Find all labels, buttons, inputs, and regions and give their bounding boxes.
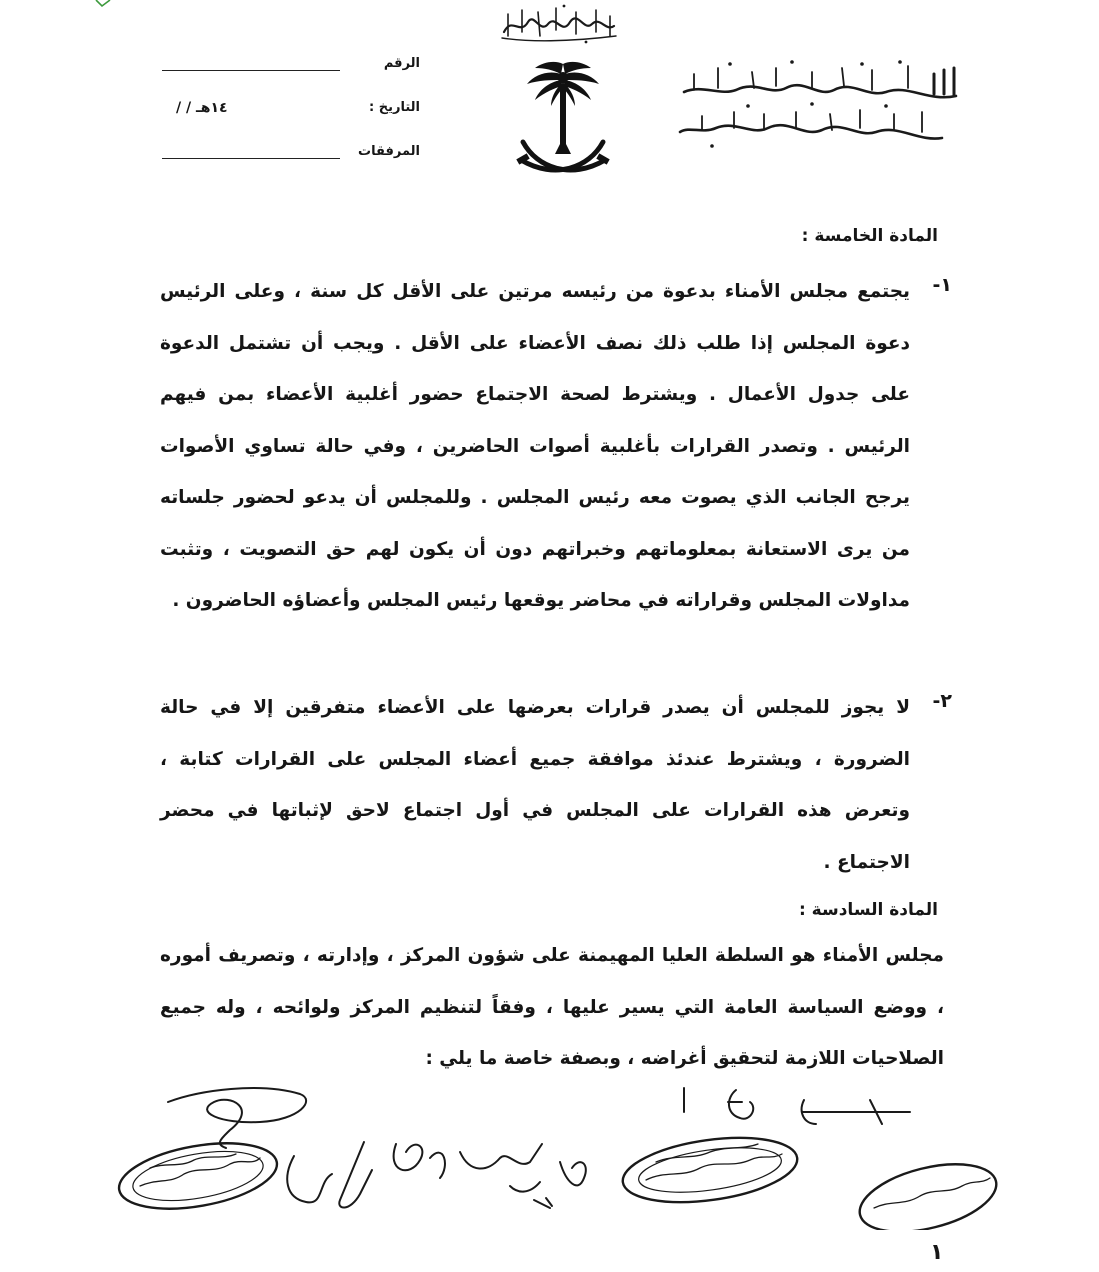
item-2-number: ٢- [932, 690, 952, 712]
signature-8 [802, 1100, 910, 1124]
ref-field [150, 56, 420, 86]
ref-label: الرقم [383, 56, 420, 71]
date-value: / / ١٤هـ [176, 100, 228, 116]
date-field [150, 100, 420, 130]
letter-fields [150, 56, 420, 166]
signature-2 [287, 1156, 332, 1202]
seal-right [853, 1152, 1000, 1230]
signature-6 [534, 1162, 586, 1208]
item-1-number: ١- [932, 274, 952, 296]
signature-1 [168, 1088, 306, 1148]
corner-mark [94, 0, 114, 12]
article-5-title: المادة الخامسة : [801, 226, 938, 246]
attachments-label: المرفقات [358, 144, 420, 159]
article-6-title: المادة السادسة : [798, 900, 938, 920]
signature-5 [460, 1144, 542, 1192]
signature-4 [394, 1144, 445, 1178]
article-5-item-2: لا يجوز للمجلس أن يصدر قرارات بعرضها على الأعضاء متفرقين إلا في حالة الضرورة ، ويشترط عندئذ موافقة جميع أعضاء المجلس على القرارات كتابة ، وتعرض هذه القرارات على المجلس في أول اجتماع لاحق لإثباتها في محضر الاجتماع . [160, 697, 910, 873]
page-number: ١ [930, 1240, 944, 1265]
signatures-and-seals [110, 1082, 1000, 1230]
article-6-text: مجلس الأمناء هو السلطة العليا المهيمنة على شؤون المركز ، وإدارته ، وتصريف أموره ، ووضع السياسة العامة التي يسير عليها ، وفقاً لتنظيم المركز ولوائحه ، وله جميع الصلاحيات اللازمة لتحقيق أغراضه ، وبصفة خاصة ما يلي : [160, 945, 944, 1069]
basmala [498, 2, 620, 44]
letterhead-calligraphy [672, 56, 960, 152]
date-label: التاريخ : [369, 100, 420, 115]
seal-center [619, 1128, 802, 1212]
signature-7 [684, 1088, 753, 1119]
attachments-field [150, 144, 420, 174]
signature-3 [339, 1142, 372, 1208]
palm-and-swords-emblem [515, 58, 611, 186]
ref-line [162, 70, 340, 71]
article-5-item-1: يجتمع مجلس الأمناء بدعوة من رئيسه مرتين على الأقل كل سنة ، وعلى الرئيس دعوة المجلس إذا طلب ذلك نصف الأعضاء على الأقل . ويجب أن تشتمل الدعوة على جدول الأعمال . ويشترط لصحة الاجتماع حضور أغلبية الأعضاء بمن فيهم الرئيس . وتصدر القرارات بأغلبية أصوات الحاضرين ، وفي حالة تساوي الأصوات يرجح الجانب الذي يصوت معه رئيس المجلس . وللمجلس أن يدعو لحضور جلساته من يرى الاستعانة بمعلوماتهم وخبراتهم دون أن يكون لهم حق التصويت ، وتثبت مداولات المجلس وقراراته في محاضر يوقعها رئيس المجلس وأعضاؤه الحاضرون . [160, 281, 910, 611]
document-body [160, 222, 952, 1092]
attachments-line [162, 158, 340, 159]
